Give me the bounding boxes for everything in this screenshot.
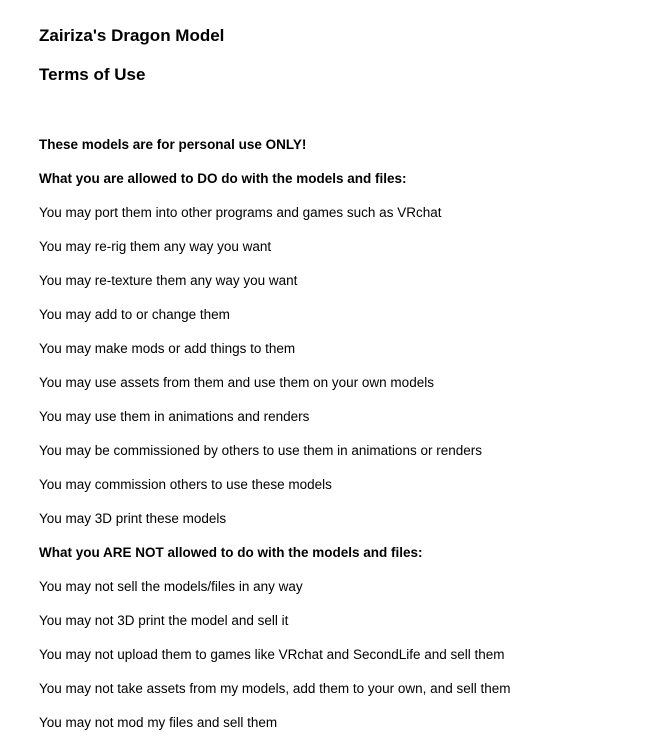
terms-list xyxy=(39,137,510,749)
document-title: Zairiza's Dragon Model xyxy=(39,26,225,45)
document-subtitle: Terms of Use xyxy=(39,65,146,84)
terms-line: You may not 3D print the model and sell it xyxy=(39,613,289,628)
terms-line: You may commission others to use these models xyxy=(39,477,332,492)
terms-line: You may not upload them to games like VRchat and SecondLife and sell them xyxy=(39,647,505,662)
terms-line: You may re-rig them any way you want xyxy=(39,239,272,254)
terms-line: You may port them into other programs and games such as VRchat xyxy=(39,205,442,220)
terms-line: These models are for personal use ONLY! xyxy=(39,137,307,152)
terms-line: You may make mods or add things to them xyxy=(39,341,296,356)
terms-line: You may be commissioned by others to use them in animations or renders xyxy=(39,443,482,458)
terms-line: You may add to or change them xyxy=(39,307,230,322)
terms-line: You may use assets from them and use them on your own models xyxy=(39,375,434,390)
terms-line: You may 3D print these models xyxy=(39,511,227,526)
terms-line: What you ARE NOT allowed to do with the models and files: xyxy=(39,545,423,560)
terms-line: You may not mod my files and sell them xyxy=(39,715,278,730)
terms-line: You may use them in animations and renders xyxy=(39,409,310,424)
terms-line: You may not take assets from my models, add them to your own, and sell them xyxy=(39,681,511,696)
terms-line: You may re-texture them any way you want xyxy=(39,273,298,288)
terms-line: What you are allowed to DO do with the models and files: xyxy=(39,171,407,186)
terms-line: You may not sell the models/files in any way xyxy=(39,579,303,594)
